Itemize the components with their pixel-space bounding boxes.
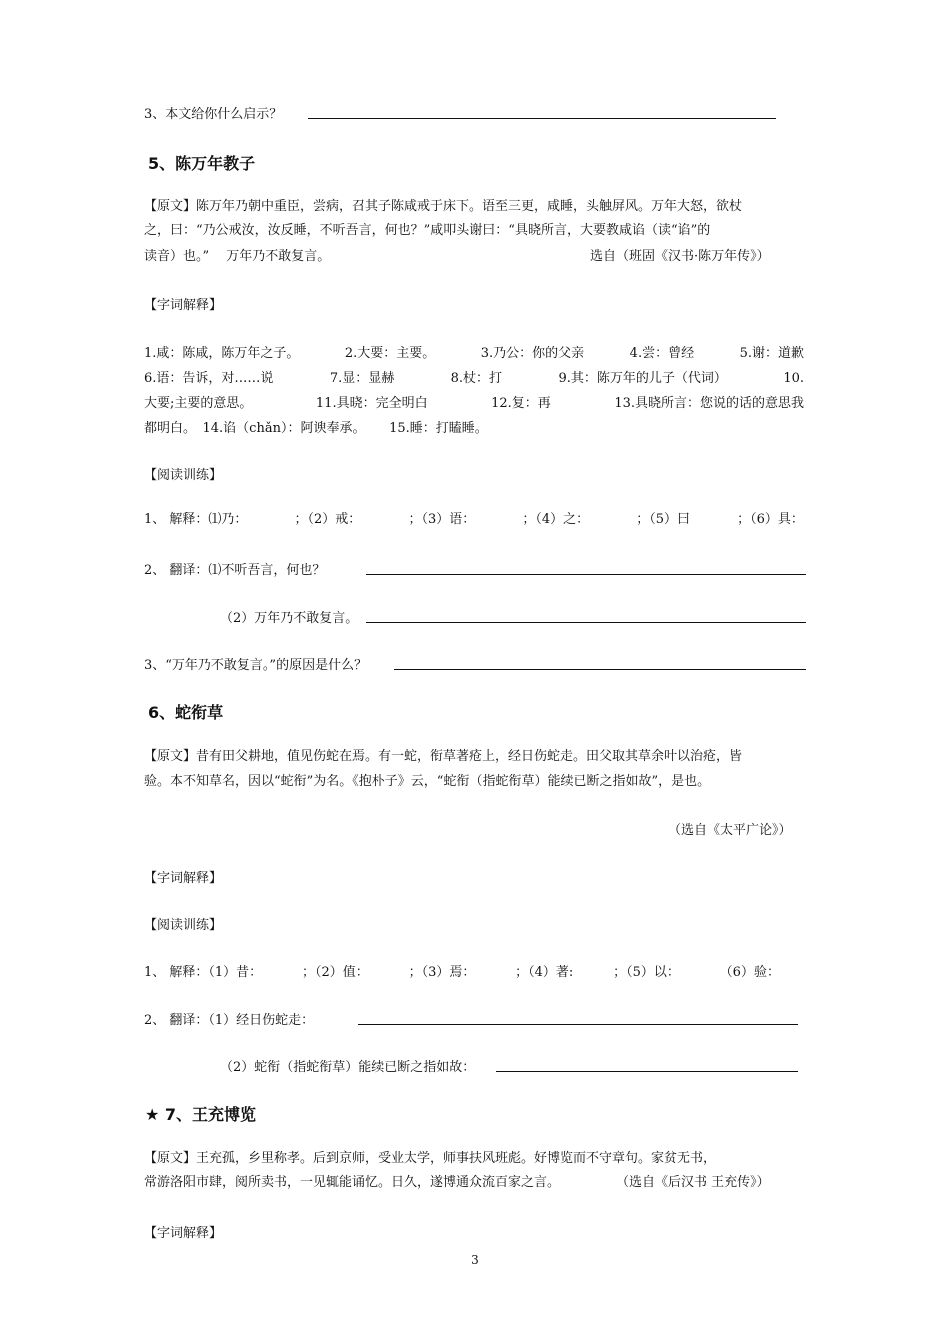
s6-question-2b: （2）蛇衔（指蛇衔草）能续已断之指如故： bbox=[220, 1060, 476, 1075]
question-part: ；（3）语： bbox=[408, 512, 476, 527]
question-part: ；（2）值： bbox=[301, 965, 369, 980]
section-5-title: 5、陈万年教子 bbox=[148, 154, 256, 173]
answer-line[interactable] bbox=[308, 118, 776, 119]
question-part: ；（2）戒： bbox=[294, 512, 362, 527]
gloss-item: 2.大要：主要。 bbox=[344, 346, 436, 361]
s6-source: （选自《太平广论》） bbox=[668, 823, 792, 838]
answer-line[interactable] bbox=[366, 574, 806, 575]
s5-original-line-1: 【原文】陈万年乃朝中重臣，尝病，召其子陈咸戒于床下。语至三更，咸睡，头触屏风。万年大怒，欲杖 bbox=[144, 199, 743, 214]
section-6-title: 6、蛇衔草 bbox=[148, 703, 224, 722]
question-part: ；（5）曰 bbox=[636, 512, 691, 527]
question-part: 1、 解释：⑴乃： bbox=[144, 512, 248, 527]
question-part: ；（6）具： bbox=[737, 512, 804, 527]
gloss-item: 10. bbox=[783, 371, 804, 386]
s6-original-line-1: 【原文】昔有田父耕地，值见伤蛇在焉。有一蛇，衔草著疮上，经日伤蛇走。田父取其草余叶以治疮，皆 bbox=[144, 749, 743, 764]
gloss-item: 4.尝：曾经 bbox=[629, 346, 695, 361]
gloss-item: 12.复：再 bbox=[491, 396, 551, 411]
gloss-item: 1.咸：陈咸，陈万年之子。 bbox=[144, 346, 300, 361]
question-part: ；（4）之： bbox=[522, 512, 590, 527]
gloss-item: 9.其：陈万年的儿子（代词） bbox=[558, 371, 727, 386]
s5-question-1 bbox=[144, 511, 804, 529]
s5-gloss-row-1 bbox=[144, 345, 804, 363]
question-part: （6）验： bbox=[719, 965, 780, 980]
gloss-item: 大要;主要的意思。 bbox=[144, 396, 253, 411]
s5-gloss-header: 【字词解释】 bbox=[144, 298, 223, 313]
s5-gloss-row-2 bbox=[144, 370, 804, 388]
s6-question-1 bbox=[144, 964, 780, 982]
s6-question-2: 2、 翻译：（1）经日伤蛇走： bbox=[144, 1013, 315, 1028]
s7-original-line-1: 【原文】王充孤，乡里称孝。后到京师，受业太学，师事扶风班彪。好博览而不守章句。家贫无书， bbox=[144, 1151, 717, 1166]
s5-gloss-row-4: 都明白。 14.谄（chǎn）：阿谀奉承。 15.睡：打瞌睡。 bbox=[144, 421, 488, 436]
s5-original-line-3: 读音）也。” 万年乃不敢复言。 bbox=[144, 249, 331, 264]
gloss-item: 6.语：告诉，对……说 bbox=[144, 371, 274, 386]
answer-line[interactable] bbox=[496, 1071, 798, 1072]
section-7-title: ★ 7、王充博览 bbox=[145, 1105, 257, 1124]
question-part: ；（3）焉： bbox=[408, 965, 476, 980]
gloss-item: 11.具晓：完全明白 bbox=[315, 396, 428, 411]
gloss-item: 5.谢：道歉 bbox=[739, 346, 804, 361]
s5-source: 选自（班固《汉书·陈万年传》） bbox=[590, 249, 770, 264]
s6-gloss-header: 【字词解释】 bbox=[144, 871, 223, 886]
s7-original-line-2: 常游洛阳市肆，阅所卖书，一见辄能诵忆。日久，遂博通众流百家之言。 bbox=[144, 1175, 561, 1190]
answer-line[interactable] bbox=[394, 669, 806, 670]
s5-original-line-2: 之，曰：“乃公戒汝，汝反睡，不听吾言，何也？”咸叩头谢曰：“具晓所言，大要教咸谄（读“谄”的 bbox=[144, 223, 711, 238]
question-part: ；（4）著: bbox=[515, 965, 574, 980]
page-number: 3 bbox=[471, 1253, 479, 1267]
question-part: 1、 解释：（1）昔： bbox=[144, 965, 263, 980]
question-part: ；（5）以： bbox=[613, 965, 680, 980]
s4-question-3: 3、本文给你什么启示？ bbox=[144, 107, 283, 122]
s5-question-3: 3、“万年乃不敢复言。”的原因是什么？ bbox=[144, 658, 368, 673]
s7-gloss-header: 【字词解释】 bbox=[144, 1226, 223, 1241]
s5-question-2: 2、 翻译：⑴不听吾言，何也？ bbox=[144, 563, 326, 578]
gloss-item: 7.显：显赫 bbox=[329, 371, 395, 386]
s5-reading-header: 【阅读训练】 bbox=[144, 468, 223, 483]
gloss-item: 3.乃公：你的父亲 bbox=[480, 346, 585, 361]
answer-line[interactable] bbox=[366, 622, 806, 623]
s5-question-2b: （2）万年乃不敢复言。 bbox=[220, 611, 359, 626]
gloss-item: 13.具晓所言：您说的话的意思我 bbox=[614, 396, 804, 411]
s5-gloss-row-3 bbox=[144, 395, 804, 413]
s7-source: （选自《后汉书 王充传》） bbox=[616, 1175, 770, 1190]
gloss-item: 8.杖：打 bbox=[450, 371, 503, 386]
answer-line[interactable] bbox=[358, 1024, 798, 1025]
s6-original-line-2: 验。本不知草名，因以“蛇衔”为名。《抱朴子》云，“蛇衔（指蛇衔草）能续已断之指如故”，是也。 bbox=[144, 774, 711, 789]
s6-reading-header: 【阅读训练】 bbox=[144, 918, 223, 933]
